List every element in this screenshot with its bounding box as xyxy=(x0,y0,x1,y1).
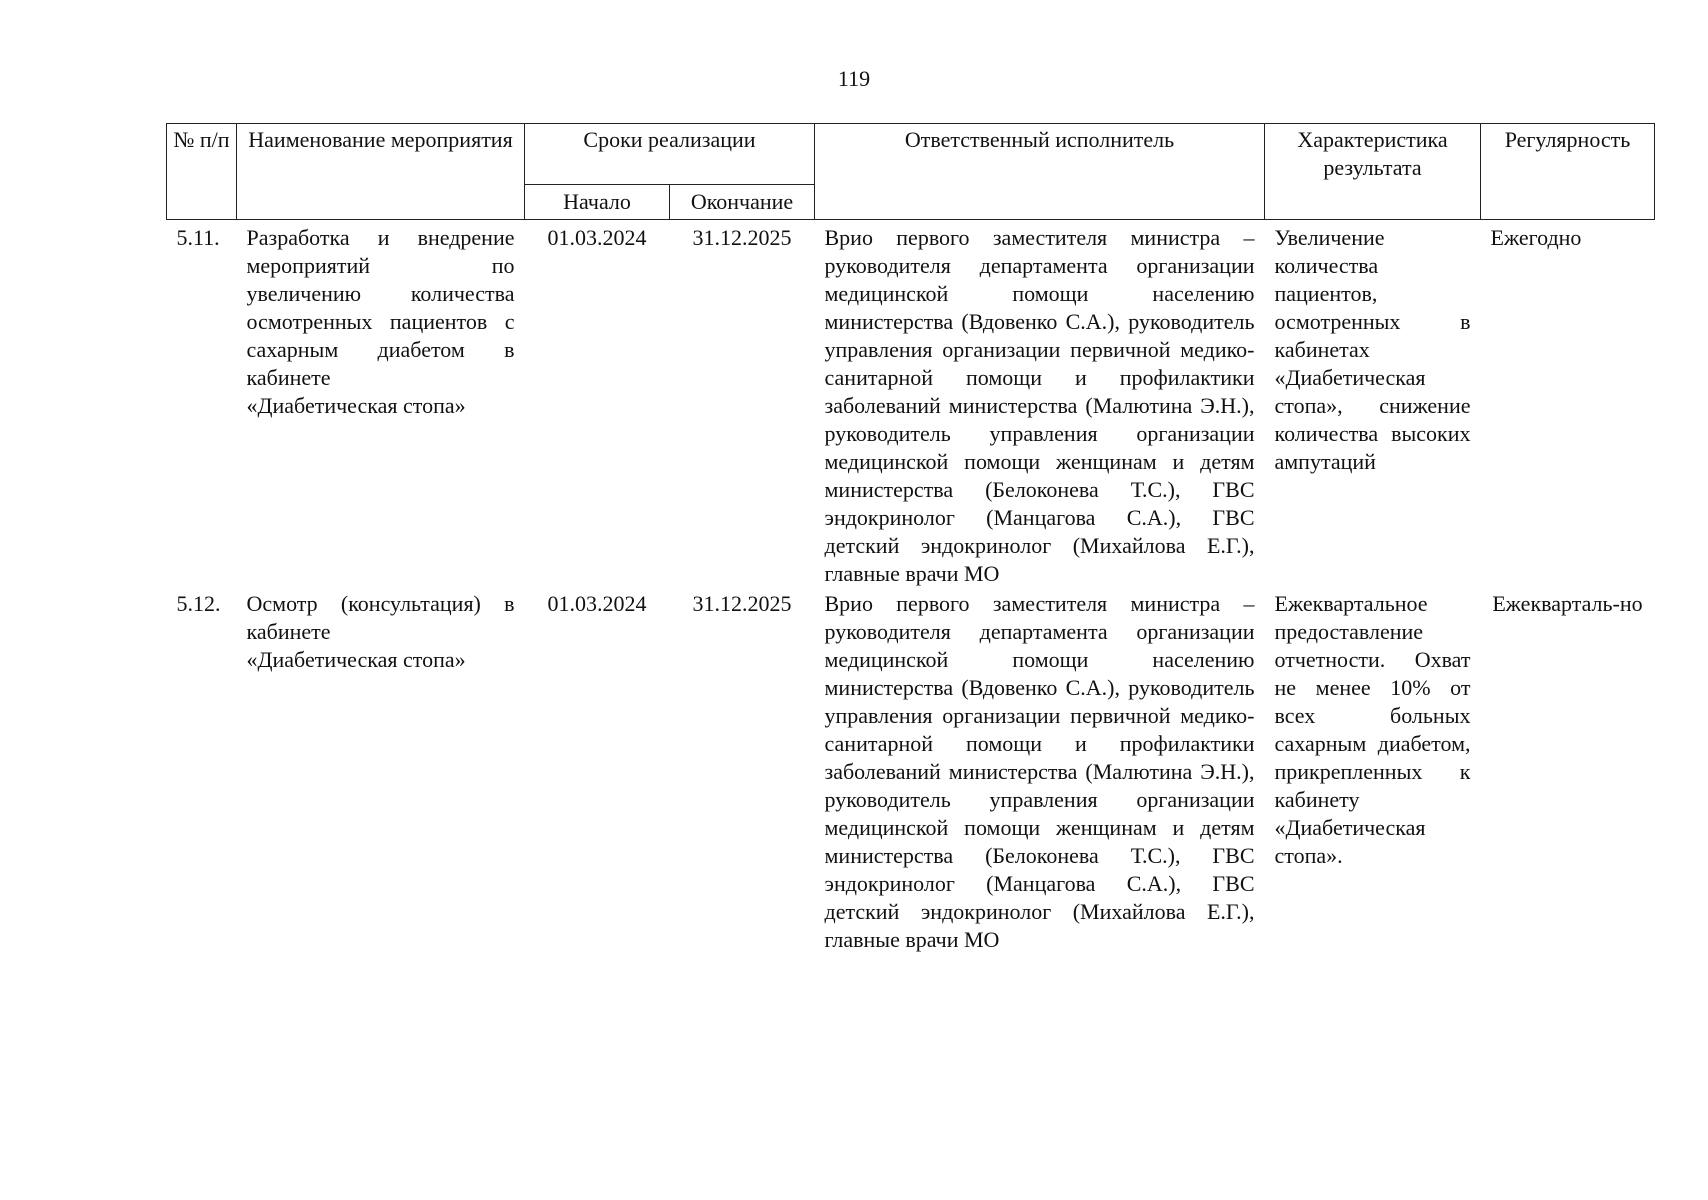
table-header xyxy=(167,124,1655,220)
row-name xyxy=(237,220,525,589)
row-start: 01.03.2024 xyxy=(547,225,647,250)
header-name: Наименование мероприятия xyxy=(237,124,525,220)
table-row xyxy=(167,588,1655,954)
row-regularity: Ежекварталь-но xyxy=(1492,591,1643,616)
header-start: Начало xyxy=(525,185,670,220)
row-num: 5.11. xyxy=(176,225,220,250)
row-end: 31.12.2025 xyxy=(692,225,792,250)
row-name-tail: «Диабетическая стопа» xyxy=(246,393,466,418)
header-num: № п/п xyxy=(167,124,237,220)
row-result: Ежеквартальное предоставление отчетности. Охват не менее 10% от всех больных сахарным диабетом, прикрепленных к кабинету «Диабетическая стопа». xyxy=(1274,591,1471,868)
schedule-table xyxy=(166,123,1655,954)
header-result: Характеристика результата xyxy=(1265,124,1481,220)
header-period: Сроки реализации xyxy=(525,124,815,185)
row-result: Увеличение количества пациентов, осмотренных в кабинетах «Диабетическая стопа», снижение количества высоких ампутаций xyxy=(1274,225,1471,474)
table-row xyxy=(167,220,1655,589)
row-name-text: Осмотр (консультация) в кабинете xyxy=(246,591,515,644)
row-regularity: Ежегодно xyxy=(1490,225,1582,250)
header-end: Окончание xyxy=(670,185,815,220)
row-name-text: Разработка и внедрение мероприятий по увеличению количества осмотренных пациентов с сахарным диабетом в кабинете xyxy=(246,225,515,390)
row-name xyxy=(237,588,525,954)
row-end: 31.12.2025 xyxy=(692,591,792,616)
row-num: 5.12. xyxy=(176,591,221,616)
header-regularity: Регулярность xyxy=(1481,124,1655,220)
page-number: 119 xyxy=(837,66,871,91)
row-responsible: Врио первого заместителя министра – руководителя департамента организации медицинской помощи населению министерства (Вдовенко С.А.), руководитель управления организации первичной медико-санитарной помощи и профилактики заболеваний министерства (Малютина Э.Н.), руководитель управления организации медицинской помощи женщинам и детям министерства (Белоконева Т.С.), ГВС эндокринолог (Манцагова С.А.), ГВС детский эндокринолог (Михайлова Е.Г.), главные врачи МО xyxy=(824,591,1255,952)
header-responsible: Ответственный исполнитель xyxy=(815,124,1265,220)
row-start: 01.03.2024 xyxy=(547,591,647,616)
row-responsible: Врио первого заместителя министра – руководителя департамента организации медицинской помощи населению министерства (Вдовенко С.А.), руководитель управления организации первичной медико-санитарной помощи и профилактики заболеваний министерства (Малютина Э.Н.), руководитель управления организации медицинской помощи женщинам и детям министерства (Белоконева Т.С.), ГВС эндокринолог (Манцагова С.А.), ГВС детский эндокринолог (Михайлова Е.Г.), главные врачи МО xyxy=(824,225,1255,586)
row-name-tail: «Диабетическая стопа» xyxy=(246,647,466,672)
